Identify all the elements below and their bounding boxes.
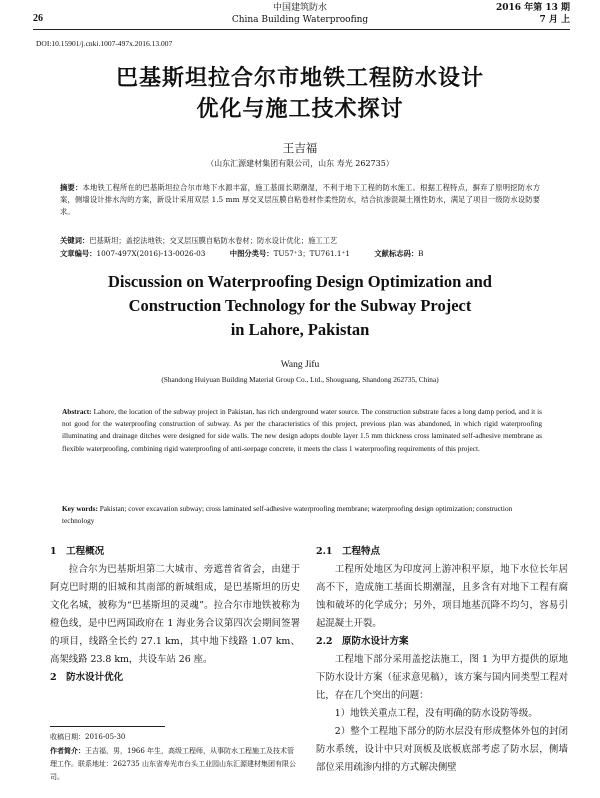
running-header-journal <box>200 2 400 26</box>
section-1-heading: 1 工程概况 <box>50 546 105 557</box>
doc-code: B <box>418 249 424 258</box>
title-cn <box>40 63 560 125</box>
body-column-right <box>316 543 568 777</box>
received-date: 收稿日期：2016-05-30 <box>50 733 126 741</box>
author-bio-text: 王吉福，男，1966 年生，高级工程师，从事防水工程施工及技术管理工作。联系地址：262735 山东省寿光市台头工业园山东汇源建材集团有限公司。 <box>50 747 296 781</box>
keywords-cn-label: 关键词： <box>60 236 90 245</box>
title-cn-line-1: 巴基斯坦拉合尔市地铁工程防水设计 <box>115 65 484 91</box>
section-2-2-text: 工程地下部分采用盖挖法施工，图 1 为甲方提供的原地下防水设计方案（征求意见稿），该方案与国内同类型工程对比，存在几个突出的问题： <box>316 654 568 701</box>
title-cn-line-2: 优化与施工技术探讨 <box>196 96 404 122</box>
section-2-heading: 2 防水设计优化 <box>50 672 124 683</box>
author-en: Wang Jifu <box>280 360 320 370</box>
keywords-cn-text: 巴基斯坦；盖挖法地铁；交叉层压膜自粘防水卷材；防水设计优化；施工工艺 <box>89 236 338 245</box>
article-meta <box>60 248 540 260</box>
author-cn: 王吉福 <box>282 141 318 155</box>
footnotes <box>50 731 300 784</box>
abstract-cn-label: 摘要： <box>60 183 83 192</box>
affiliation-cn: （山东汇源建材集团有限公司，山东 寿光 262735） <box>206 159 394 168</box>
affiliation-en: (Shandong Huiyuan Building Material Group Co., Ltd., Shouguang, Shandong 262735, China) <box>161 375 439 384</box>
clc-code: TU57⁺3；TU761.1⁺1 <box>273 249 351 258</box>
abstract-en <box>62 406 542 455</box>
title-en-line-3: in Lahore, Pakistan <box>230 320 370 339</box>
clc-label: 中图分类号： <box>229 249 274 258</box>
footnote-divider <box>50 726 165 727</box>
list-item-2: 2）整个工程地下部分的防水层没有形成整体外包的封闭防水系统，设计中只对顶板及底板底部考虑了防水层，侧墙部位采用疏渗内排的方式解决侧壁 <box>316 726 568 773</box>
author-bio <box>50 744 300 784</box>
keywords-cn <box>60 235 540 247</box>
abstract-cn <box>60 182 540 218</box>
title-en-line-2: Construction Technology for the Subway Project <box>128 296 472 315</box>
section-1-text: 拉合尔为巴基斯坦第二大城市、旁遮普省省会，由建于阿克巴时期的旧城和其南部的新城组成，是巴基斯坦的历史文化名城，被称为“巴基斯坦的灵魂”。拉合尔市地铁被称为橙色线，是中巴两国政府在 1 海业务合议第四次会期间签署的项目，线路全长约 27.1 km，其中地下线路 1.07 km、高架线路 23.8 km，共设车站 26 座。 <box>50 564 300 665</box>
title-en <box>40 270 560 342</box>
page-number: 26 <box>33 13 43 24</box>
running-header-issue <box>496 2 570 26</box>
journal-name-cn: 中国建筑防水 <box>272 3 327 13</box>
section-2-1-text: 工程所处地区为印度河上游冲积平原，地下水位长年居高不下，造成施工基面长期潮湿，且多含有对地下工程有腐蚀和破坏的化学成分；另外，项目地基沉降不均匀，容易引起混凝土开裂。 <box>316 564 568 629</box>
article-no: 1007-497X(2016)-13-0026-03 <box>96 249 206 258</box>
abstract-cn-text: 本地铁工程所在的巴基斯坦拉合尔市地下水源丰富，施工基面长期潮湿，不利于地下工程的防水施工。根据工程特点，摒弃了原明挖防水方案，侧墙设计排水沟的方案，新设计采用双层 1.5 mm 厚交叉层压膜自粘卷材作柔性防水，结合抗渗混凝土刚性防水，满足了项目一级防水设防要求。 <box>60 183 541 216</box>
journal-name-en: China Building Waterproofing <box>231 15 369 25</box>
article-no-label: 文章编号： <box>60 249 97 258</box>
section-2-2-heading: 2.2 原防水设计方案 <box>316 636 409 647</box>
issue-label: 2016 年第 13 期 <box>496 3 570 13</box>
doi: DOI:10.15901/j.cnki.1007-497x.2016.13.007 <box>36 39 173 48</box>
abstract-en-text: Lahore, the location of the subway project in Pakistan, has rich underground water source. The construction substrate faces a long damp period, and it is not good for the waterproofing construction of subway. As per the characteristics of this project, previous plan was abandoned, in which rigid waterproofing illuminating and drainage ditches were designed for side walls. The new design adopts double layer 1.5 mm thickness cross laminated self-adhesive membrane as flexible waterproofing, combining rigid waterproofing of anti-seepage concrete, it meets the class 1 waterproofing requirements of this project. <box>62 407 542 453</box>
header-divider <box>33 29 570 30</box>
keywords-en-text: Pakistan; cover excavation subway; cross laminated self-adhesive waterproofing membrane; waterproofing design optimization; construction technology <box>62 504 513 526</box>
list-item-1: 1）地铁关重点工程，没有明确的防水设防等级。 <box>334 708 538 719</box>
author-bio-label: 作者简介： <box>50 746 85 755</box>
keywords-en <box>62 503 542 527</box>
keywords-en-label: Key words: <box>62 504 98 513</box>
month-label: 7 月 上 <box>539 15 570 25</box>
section-2-1-heading: 2.1 工程特点 <box>316 546 381 557</box>
abstract-en-label: Abstract: <box>62 407 92 416</box>
doc-code-label: 文献标志码： <box>374 249 419 258</box>
title-en-line-1: Discussion on Waterproofing Design Optimization and <box>108 272 492 291</box>
body-column-left <box>50 543 300 687</box>
